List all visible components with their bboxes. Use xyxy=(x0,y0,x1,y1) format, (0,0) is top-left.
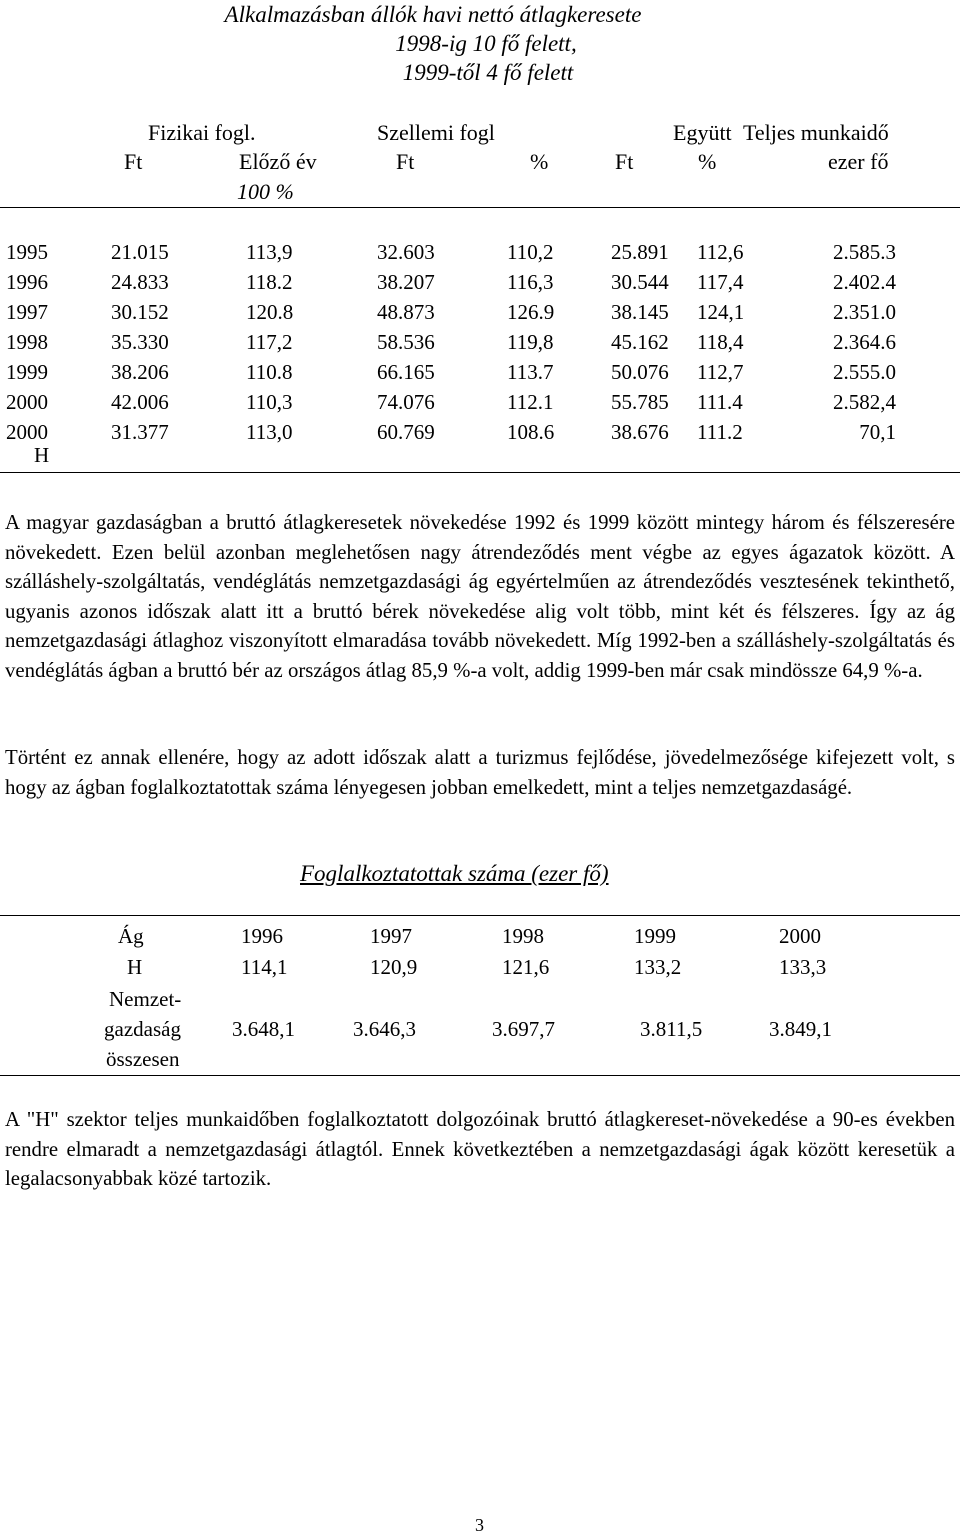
table1-header-rule xyxy=(0,207,960,208)
table2-row-h-2000: 133,3 xyxy=(779,955,827,979)
paragraph-2: Történt ez annak ellenére, hogy az adott időszak alatt a turizmus fejlődése, jövedelmezősége kifejezett volt, s hogy az ágban foglalkoztatottak száma lényegesen jobban emelkedett, mint a teljes nemzetgazdaságé. xyxy=(5,746,955,799)
cell-ezer-fo: 2.555.0 xyxy=(833,360,896,384)
cell-szellemi-ft: 48.873 xyxy=(377,300,435,324)
cell-egyutt-pct: 111.2 xyxy=(697,420,743,444)
table1-bottom-rule xyxy=(0,472,960,473)
cell-year: 2000 xyxy=(6,390,48,414)
cell-egyutt-ft: 38.145 xyxy=(611,300,669,324)
cell-egyutt-pct: 112,6 xyxy=(697,240,744,264)
table2-nemzet-label-1: Nemzet- xyxy=(109,987,182,1011)
cell-szellemi-pct: 108.6 xyxy=(507,420,555,444)
cell-szellemi-pct: 126.9 xyxy=(507,300,555,324)
cell-fizikai-ft: 38.206 xyxy=(111,360,169,384)
table2-col-ag: Ág xyxy=(118,924,144,948)
cell-fizikai-pct: 113,9 xyxy=(246,240,293,264)
table2-col-1999: 1999 xyxy=(634,924,676,948)
table2-nemzet-label-2: gazdaság xyxy=(104,1017,181,1041)
header-ezer-fo: ezer fő xyxy=(828,149,889,174)
header-egyutt: Együtt xyxy=(673,120,732,145)
page-number: 3 xyxy=(475,1515,484,1535)
cell-szellemi-ft: 66.165 xyxy=(377,360,435,384)
table2-nemzet-label-3: összesen xyxy=(106,1047,180,1071)
cell-ezer-fo: 2.364.6 xyxy=(833,330,896,354)
cell-egyutt-ft: 38.676 xyxy=(611,420,669,444)
table2-bottom-rule xyxy=(0,1075,960,1076)
cell-ezer-fo: 2.402.4 xyxy=(833,270,896,294)
table2-title-text: Foglalkoztatottak száma (ezer fő) xyxy=(300,861,609,886)
cell-year: 1997 xyxy=(6,300,48,324)
table2-col-1997: 1997 xyxy=(370,924,412,948)
cell-fizikai-ft: 24.833 xyxy=(111,270,169,294)
cell-fizikai-pct: 110.8 xyxy=(246,360,293,384)
cell-year: 1998 xyxy=(6,330,48,354)
header-pct-egyutt: % xyxy=(698,149,717,174)
header-ft-egyutt: Ft xyxy=(615,149,634,174)
header-szellemi: Szellemi fogl xyxy=(377,120,495,145)
header-teljes: Teljes munkaidő xyxy=(743,120,889,145)
cell-egyutt-ft: 45.162 xyxy=(611,330,669,354)
cell-ezer-fo: 70,1 xyxy=(859,420,896,444)
title-line-1: Alkalmazásban állók havi nettó átlagkeresete xyxy=(224,2,642,27)
cell-ezer-fo: 2.351.0 xyxy=(833,300,896,324)
table2-row-h-label: H xyxy=(127,955,143,979)
cell-egyutt-ft: 50.076 xyxy=(611,360,669,384)
cell-szellemi-ft: 32.603 xyxy=(377,240,435,264)
cell-ezer-fo: 2.582,4 xyxy=(833,390,896,414)
cell-ezer-fo: 2.585.3 xyxy=(833,240,896,264)
header-ft-szellemi: Ft xyxy=(396,149,415,174)
header-100-pct: 100 % xyxy=(237,179,294,204)
cell-egyutt-ft: 55.785 xyxy=(611,390,669,414)
header-pct-szellemi: % xyxy=(530,149,549,174)
cell-szellemi-ft: 74.076 xyxy=(377,390,435,414)
cell-egyutt-pct: 117,4 xyxy=(697,270,744,294)
cell-egyutt-pct: 124,1 xyxy=(697,300,745,324)
cell-szellemi-ft: 60.769 xyxy=(377,420,435,444)
cell-egyutt-pct: 118,4 xyxy=(697,330,744,354)
table2-row-h-1997: 120,9 xyxy=(370,955,418,979)
table2-col-1998: 1998 xyxy=(502,924,544,948)
table2-row-h-1999: 133,2 xyxy=(634,955,682,979)
cell-szellemi-pct: 116,3 xyxy=(507,270,554,294)
title-line-3: 1999-től 4 fő felett xyxy=(402,60,574,85)
cell-szellemi-pct: 112.1 xyxy=(507,390,554,414)
table2-col-2000: 2000 xyxy=(779,924,821,948)
cell-year: 1996 xyxy=(6,270,48,294)
table2-nemzet-2000: 3.849,1 xyxy=(769,1017,832,1041)
cell-szellemi-ft: 38.207 xyxy=(377,270,435,294)
header-elozo-ev: Előző év xyxy=(239,149,317,174)
table2-nemzet-1997: 3.646,3 xyxy=(353,1017,416,1041)
table2-nemzet-1999: 3.811,5 xyxy=(640,1017,703,1041)
cell-fizikai-ft: 21.015 xyxy=(111,240,169,264)
cell-fizikai-ft: 30.152 xyxy=(111,300,169,324)
paragraph-3: A "H" szektor teljes munkaidőben foglalkoztatott dolgozóinak bruttó átlagkereset-növekedése a 90-es években rendre elmaradt a nemzetgazdasági átlagtól. Ennek következtében a nemzetgazdasági ágak között keresetük a legalacsonyabbak közé tartozik. xyxy=(5,1108,955,1190)
cell-fizikai-ft: 31.377 xyxy=(111,420,169,444)
header-ft-fizikai: Ft xyxy=(124,149,143,174)
table2-row-h-1996: 114,1 xyxy=(241,955,288,979)
table2-col-1996: 1996 xyxy=(241,924,283,948)
table2-title xyxy=(300,861,609,887)
cell-szellemi-pct: 110,2 xyxy=(507,240,554,264)
cell-szellemi-pct: 113.7 xyxy=(507,360,554,384)
cell-fizikai-ft: 42.006 xyxy=(111,390,169,414)
cell-year: 1995 xyxy=(6,240,48,264)
cell-fizikai-pct: 118.2 xyxy=(246,270,293,294)
cell-fizikai-pct: 110,3 xyxy=(246,390,293,414)
table2-row-h-1998: 121,6 xyxy=(502,955,550,979)
cell-egyutt-ft: 25.891 xyxy=(611,240,669,264)
cell-fizikai-pct: 113,0 xyxy=(246,420,293,444)
table2-top-rule xyxy=(0,915,960,916)
title-line-2: 1998-ig 10 fő felett, xyxy=(395,31,577,56)
cell-fizikai-pct: 120.8 xyxy=(246,300,294,324)
header-fizikai: Fizikai fogl. xyxy=(148,120,256,145)
cell-szellemi-ft: 58.536 xyxy=(377,330,435,354)
table2-nemzet-1998: 3.697,7 xyxy=(492,1017,555,1041)
cell-egyutt-pct: 112,7 xyxy=(697,360,744,384)
cell-year: 1999 xyxy=(6,360,48,384)
cell-fizikai-ft: 35.330 xyxy=(111,330,169,354)
paragraph-1: A magyar gazdaságban a bruttó átlagkeresetek növekedése 1992 és 1999 között mintegy három és félszeresére növekedett. Ezen belül azonban meglehetősen nagy átrendeződés ment végbe az egyes ágazatok között. A szálláshely-szolgáltatás, vendéglátás nemzetgazdasági ág egyértelműen az átrendeződés vesztesének tekinthető, ugyanis azonos időszak alatt itt a bruttó bérek növekedése alig volt több, mint két és félszeres. Így az ág nemzetgazdasági átlaghoz viszonyított elmaradása tovább növekedett. Míg 1992-ben a szálláshely-szolgáltatás és vendéglátás ágban a bruttó bér az országos átlag 85,9 %-a volt, addig 1999-ben már csak mindössze 64,9 %-a. xyxy=(5,511,955,682)
cell-egyutt-ft: 30.544 xyxy=(611,270,669,294)
table2-nemzet-1996: 3.648,1 xyxy=(232,1017,295,1041)
cell-fizikai-pct: 117,2 xyxy=(246,330,293,354)
cell-year: 2000 xyxy=(6,420,48,444)
table1-last-row-sector-label: H xyxy=(34,443,50,467)
cell-egyutt-pct: 111.4 xyxy=(697,390,743,414)
cell-szellemi-pct: 119,8 xyxy=(507,330,554,354)
